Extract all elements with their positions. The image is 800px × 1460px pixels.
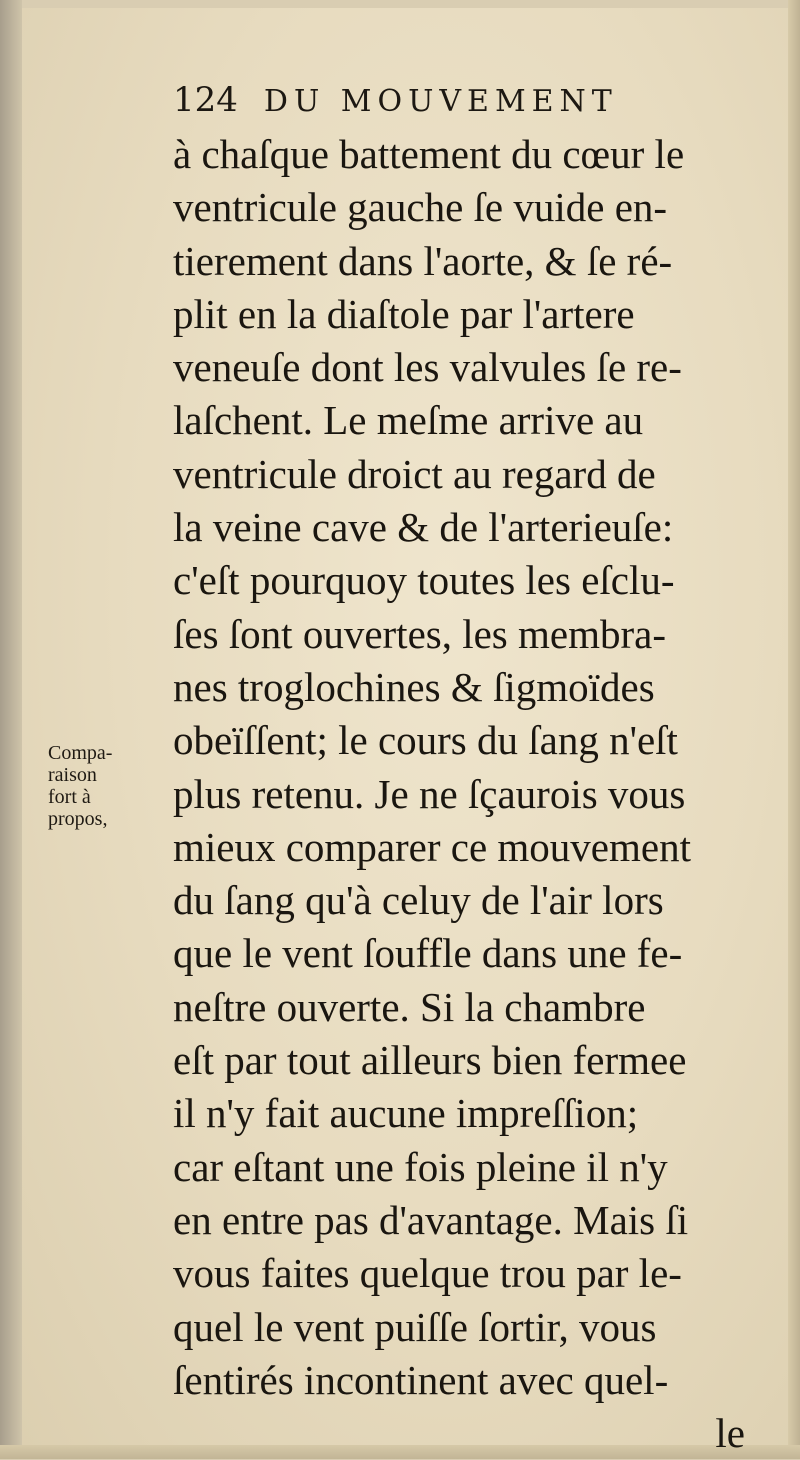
text-line: ſentirés incontinent avec quel- [173,1356,669,1403]
text-line: eſt par tout ailleurs bien fermee [173,1037,687,1084]
book-gutter [0,0,22,1459]
text-line: il n'y fait aucune impreſſion; [173,1090,639,1137]
page-number: 124 [173,80,238,120]
body-text [173,128,773,1460]
running-head: DU MOUVEMENT [263,84,618,119]
text-line: plit en la diaſtole par l'artere [173,290,635,337]
marginal-note [48,742,158,830]
text-line: quel le vent puiſſe ſortir, vous [173,1303,657,1350]
marginal-note-line: raison [48,764,97,786]
text-line: vous faites quelque trou par le- [173,1250,682,1297]
marginal-note-line: Compa- [48,742,113,764]
page-header [173,80,618,130]
marginal-note-line: fort à [48,786,91,808]
text-line: mieux comparer ce mouvement [173,823,691,870]
text-line: obeïſſent; le cours du ſang n'eſt [173,717,678,764]
text-line: ventricule droict au regard de [173,450,656,497]
text-line: ventricule gauche ſe vuide en- [173,184,668,231]
text-line: en entre pas d'avantage. Mais ſi [173,1196,689,1243]
catchword: le [715,1410,745,1457]
text-line: tierement dans l'aorte, & ſe ré- [173,237,673,284]
text-line: que le vent ſouffle dans une fe- [173,930,683,977]
text-line: nes troglochines & ſigmoïdes [173,663,655,710]
text-line: ſes ſont ouvertes, les membra- [173,610,667,657]
text-line: la veine cave & de l'arterieuſe: [173,504,674,551]
text-line: veneuſe dont les valvules ſe re- [173,344,682,391]
text-line: du ſang qu'à celuy de l'air lors [173,877,664,924]
text-line: plus retenu. Je ne ſçaurois vous [173,770,686,817]
text-line: neſtre ouverte. Si la chambre [173,983,646,1030]
text-line: car eſtant une fois pleine il n'y [173,1143,668,1190]
text-line: c'eſt pourquoy toutes les eſclu- [173,557,675,604]
marginal-note-line: propos, [48,808,108,830]
page-edge-right [788,0,800,1459]
text-line: laſchent. Le meſme arrive au [173,397,644,444]
text-line: à chaſque battement du cœur le [173,131,685,177]
